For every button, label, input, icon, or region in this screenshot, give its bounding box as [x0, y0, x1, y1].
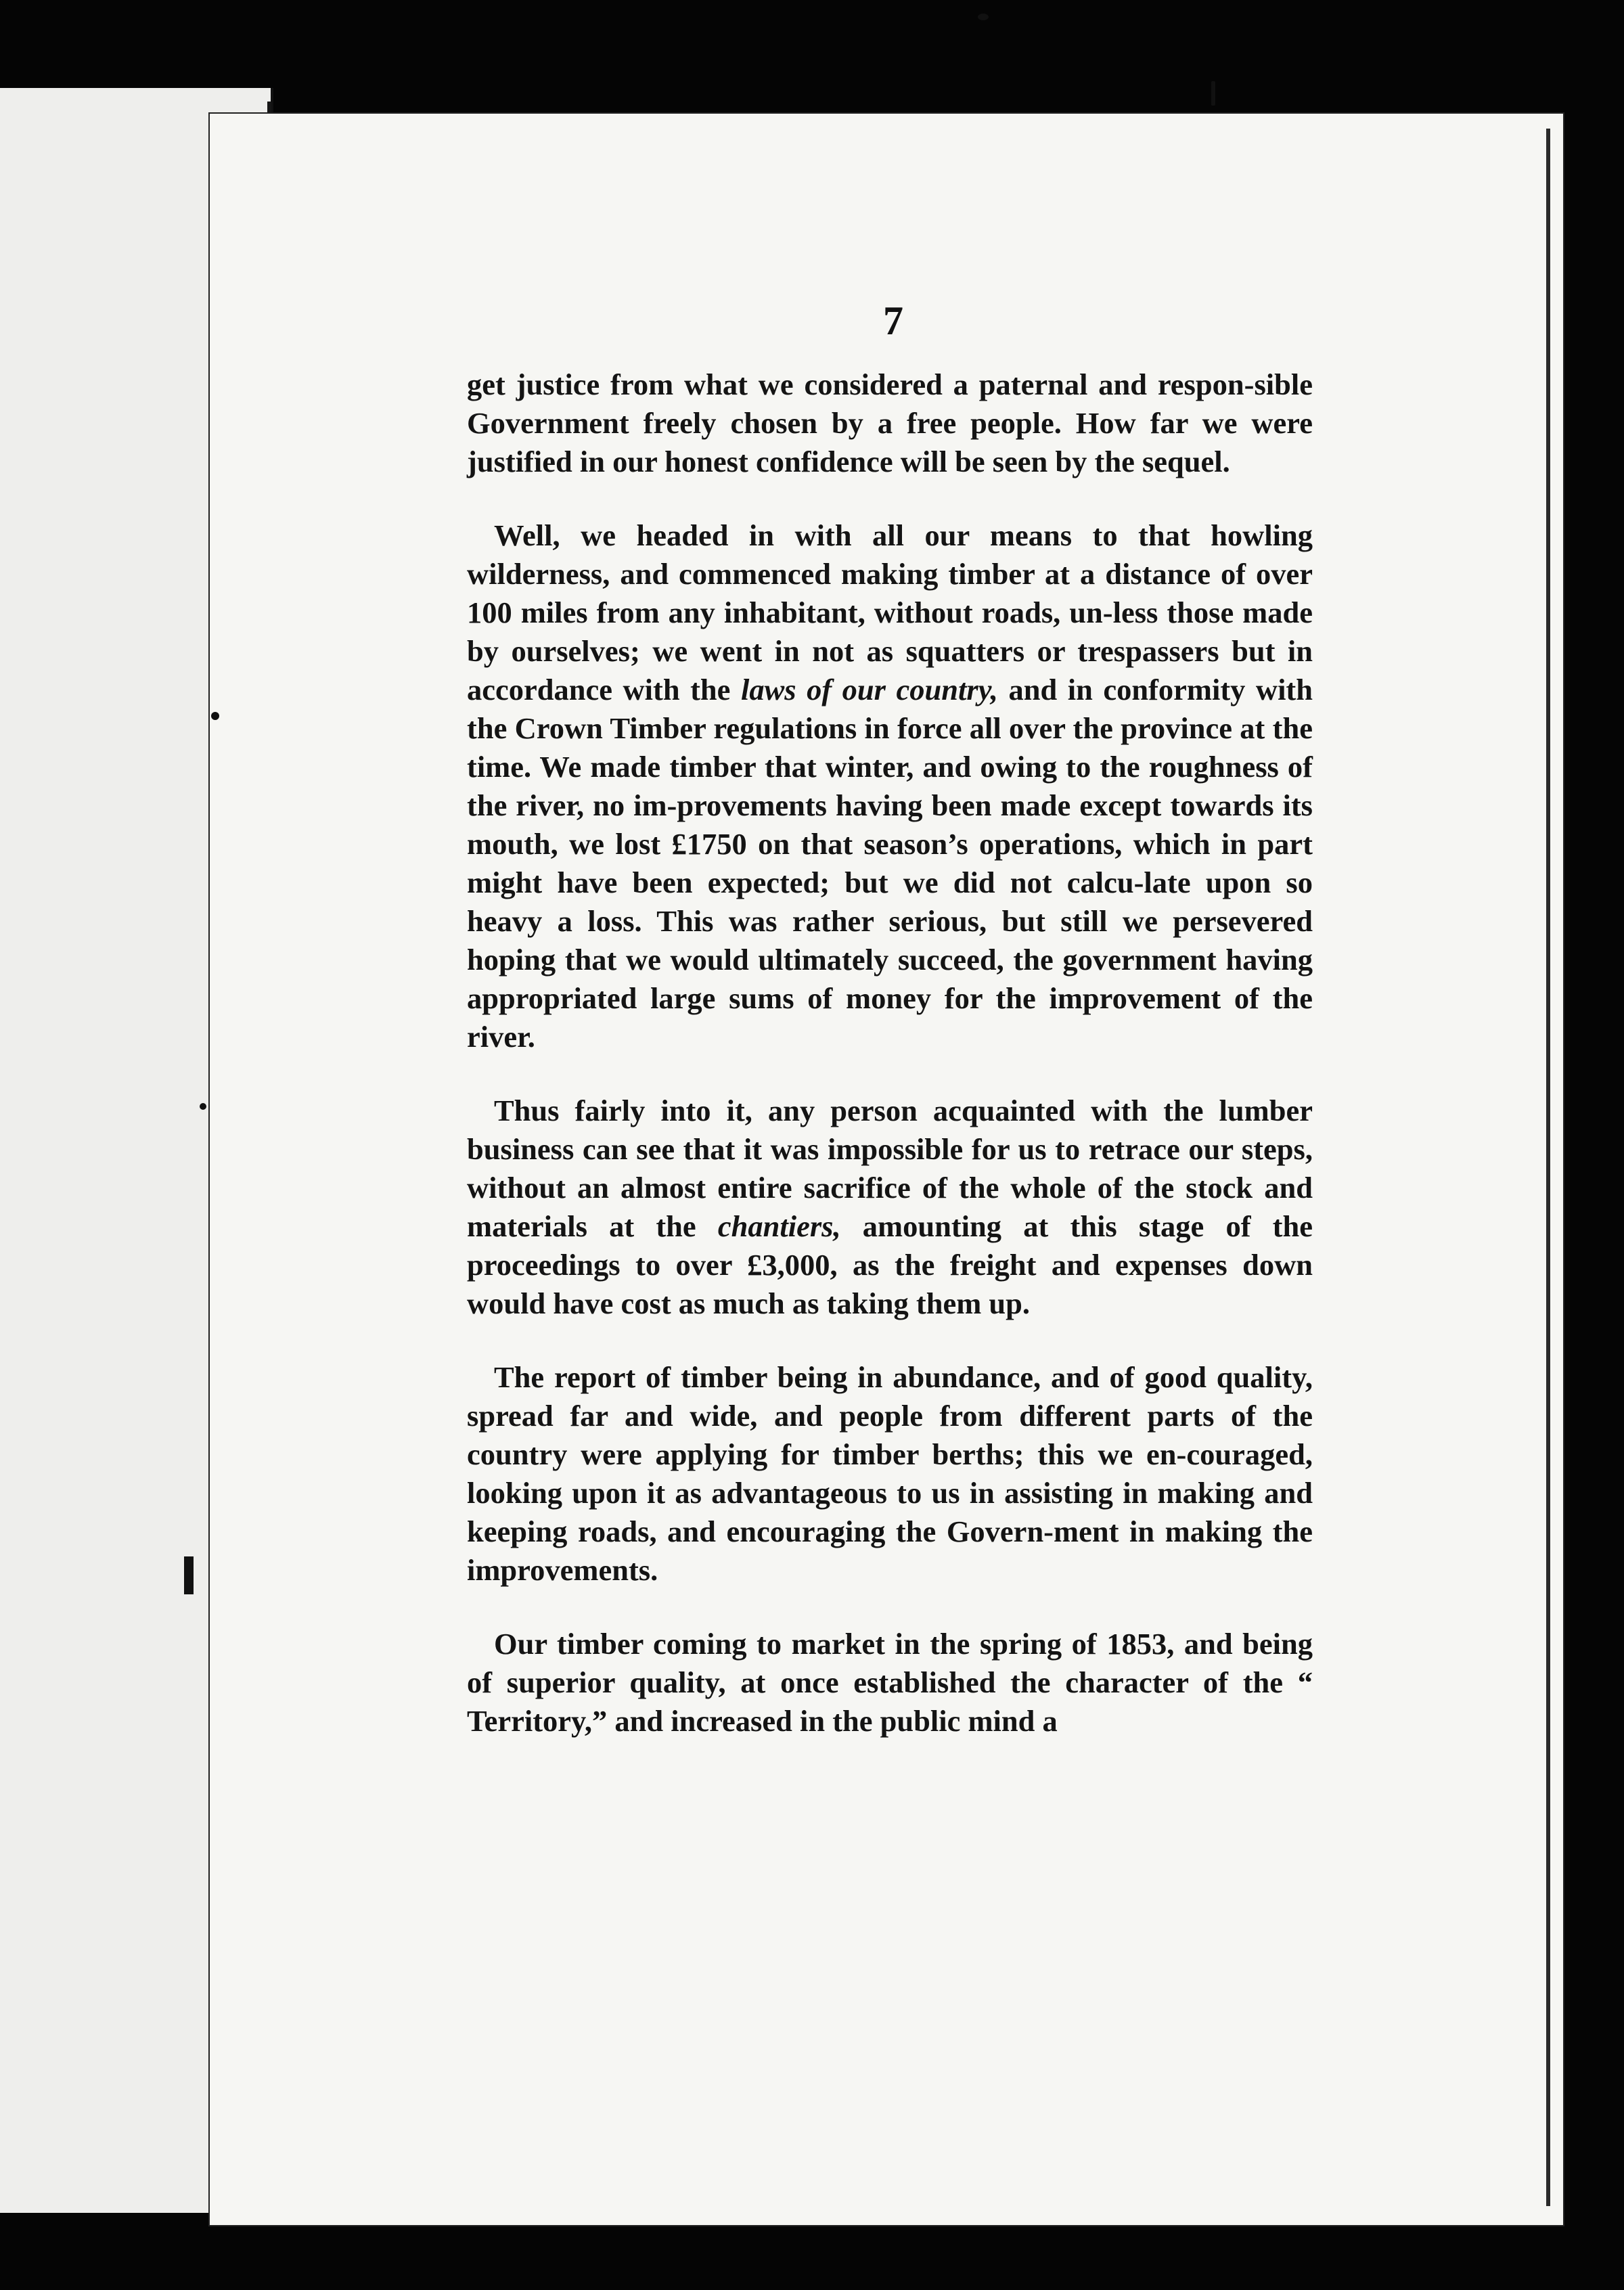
paragraph-text: amounting at this stage of the proceedings to over £3,000, as the freight and expenses down would have cost as much as taking them up.: [467, 1209, 1313, 1320]
paragraph: [467, 516, 1313, 1056]
paragraph-text: Our timber coming to market in the spring of 1853, and being of superior quality, at once established the character of the “ Territory,” and increased in the public mind a: [467, 1627, 1313, 1738]
body-text: [467, 365, 1313, 1776]
paragraph: [467, 1625, 1313, 1741]
italic-phrase: laws of our country,: [740, 673, 998, 706]
paragraph: [467, 1358, 1313, 1590]
ink-speck: [211, 712, 219, 720]
paragraph-text: Well, we headed in with all our means to that howling wilderness, and commenced making timber at a distance of over 100 miles from any inhabitant, without roads, un-less those made by ourselves; we went in not as squatters or trespassers but in accordance with the: [467, 518, 1313, 706]
paragraph: [467, 365, 1313, 481]
paragraph-text: The report of timber being in abundance, and of good quality, spread far and wide, and people from different parts of the country were applying for timber berths; this we en-couraged, looking upon it as advantageous to us in assisting in making and keeping roads, and encouraging the Govern-ment in making the improvements.: [467, 1360, 1313, 1587]
ink-speck: [978, 14, 989, 20]
right-page-edge: [1546, 129, 1550, 2206]
left-page-ink-mark: [184, 1556, 194, 1594]
page-number: 7: [883, 298, 903, 343]
paragraph-text: and in conformity with the Crown Timber regulations in force all over the province at the time. We made timber that winter, and owing to the roughness of the river, no im-provements having been made except towards its mouth, we lost £1750 on that season’s operations, which in part might have been expected; but we did not calcu-late upon so heavy a loss. This was rather serious, but still we persevered hoping that we would ultimately succeed, the government having appropriated large sums of money for the improvement of the river.: [467, 673, 1313, 1054]
italic-phrase: chantiers,: [717, 1209, 841, 1243]
paragraph: [467, 1092, 1313, 1323]
paragraph-text: Thus fairly into it, any person acquainted with the lumber business can see that it was impossible for us to retrace our steps, without an almost entire sacrifice of the whole of the stock and materials at the: [467, 1094, 1313, 1243]
ink-speck: [200, 1103, 206, 1110]
paragraph-text: get justice from what we considered a paternal and respon-sible Government freely chosen by a free people. How far we were justified in our honest confidence will be seen by the sequel.: [467, 367, 1313, 478]
ink-speck: [1211, 81, 1215, 106]
